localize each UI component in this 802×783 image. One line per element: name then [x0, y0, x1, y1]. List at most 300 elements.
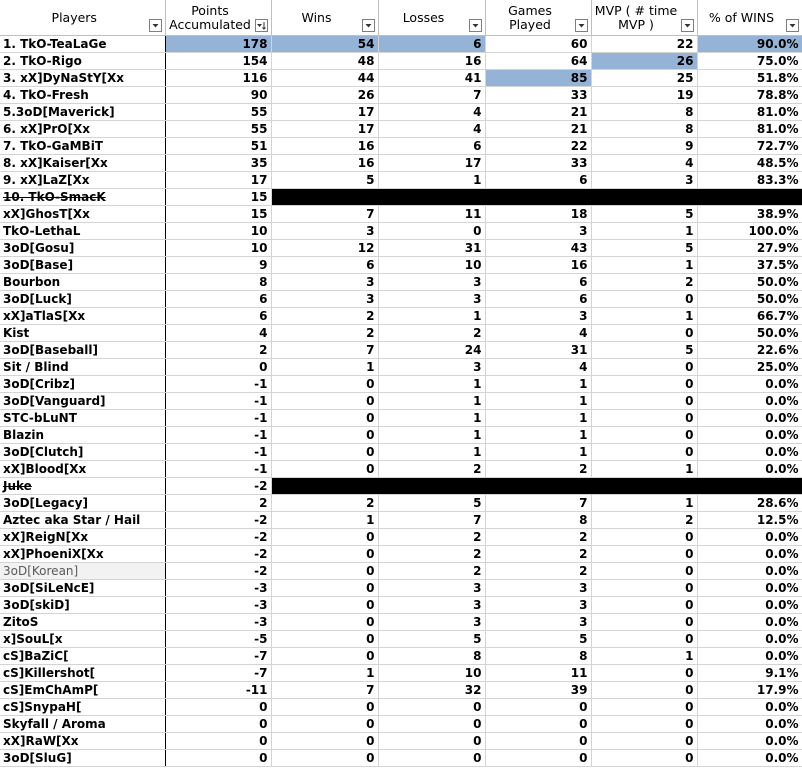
- mvp-cell[interactable]: 5: [591, 240, 697, 257]
- losses-cell[interactable]: 4: [378, 104, 485, 121]
- points-cell[interactable]: 154: [165, 53, 271, 70]
- win-percentage-cell[interactable]: 90.0%: [697, 36, 802, 53]
- player-name-cell[interactable]: 4. TkO-Fresh: [0, 87, 165, 104]
- win-percentage-cell[interactable]: 0.0%: [697, 750, 802, 767]
- player-name-cell[interactable]: 7. TkO-GaMBiT: [0, 138, 165, 155]
- player-name-cell[interactable]: x]SouL[x: [0, 631, 165, 648]
- mvp-cell[interactable]: 19: [591, 87, 697, 104]
- wins-cell[interactable]: 3: [271, 223, 378, 240]
- player-name-cell[interactable]: cS]Killershot[: [0, 665, 165, 682]
- losses-cell[interactable]: 1: [378, 410, 485, 427]
- games-played-cell[interactable]: 5: [485, 631, 591, 648]
- losses-cell[interactable]: 0: [378, 699, 485, 716]
- games-played-cell[interactable]: 21: [485, 121, 591, 138]
- blacked-out-cells[interactable]: [271, 189, 802, 206]
- mvp-cell[interactable]: 0: [591, 750, 697, 767]
- win-percentage-cell[interactable]: 0.0%: [697, 376, 802, 393]
- player-name-cell[interactable]: 3oD[Base]: [0, 257, 165, 274]
- points-cell[interactable]: 15: [165, 189, 271, 206]
- losses-cell[interactable]: 5: [378, 631, 485, 648]
- games-played-cell[interactable]: 16: [485, 257, 591, 274]
- filter-dropdown-icon[interactable]: [469, 19, 482, 32]
- losses-cell[interactable]: 10: [378, 257, 485, 274]
- points-cell[interactable]: -3: [165, 597, 271, 614]
- games-played-cell[interactable]: 11: [485, 665, 591, 682]
- losses-cell[interactable]: 0: [378, 223, 485, 240]
- mvp-cell[interactable]: 0: [591, 393, 697, 410]
- losses-cell[interactable]: 3: [378, 597, 485, 614]
- player-name-cell[interactable]: 8. xX]Kaiser[Xx: [0, 155, 165, 172]
- win-percentage-cell[interactable]: 22.6%: [697, 342, 802, 359]
- points-cell[interactable]: -1: [165, 444, 271, 461]
- points-cell[interactable]: 178: [165, 36, 271, 53]
- win-percentage-cell[interactable]: 0.0%: [697, 444, 802, 461]
- points-cell[interactable]: 51: [165, 138, 271, 155]
- mvp-cell[interactable]: 0: [591, 359, 697, 376]
- losses-cell[interactable]: 3: [378, 274, 485, 291]
- mvp-cell[interactable]: 0: [591, 597, 697, 614]
- games-played-cell[interactable]: 21: [485, 104, 591, 121]
- player-name-cell[interactable]: 2. TkO-Rigo: [0, 53, 165, 70]
- player-name-cell[interactable]: Skyfall / Aroma: [0, 716, 165, 733]
- mvp-cell[interactable]: 3: [591, 172, 697, 189]
- games-played-cell[interactable]: 6: [485, 291, 591, 308]
- wins-cell[interactable]: 1: [271, 512, 378, 529]
- losses-cell[interactable]: 2: [378, 529, 485, 546]
- win-percentage-cell[interactable]: 17.9%: [697, 682, 802, 699]
- losses-cell[interactable]: 41: [378, 70, 485, 87]
- mvp-cell[interactable]: 2: [591, 512, 697, 529]
- wins-cell[interactable]: 2: [271, 308, 378, 325]
- losses-cell[interactable]: 0: [378, 716, 485, 733]
- wins-cell[interactable]: 0: [271, 376, 378, 393]
- losses-cell[interactable]: 2: [378, 325, 485, 342]
- player-name-cell[interactable]: xX]Blood[Xx: [0, 461, 165, 478]
- column-header-losses[interactable]: [378, 0, 485, 36]
- games-played-cell[interactable]: 8: [485, 512, 591, 529]
- points-cell[interactable]: 17: [165, 172, 271, 189]
- player-name-cell[interactable]: ZitoS: [0, 614, 165, 631]
- wins-cell[interactable]: 0: [271, 733, 378, 750]
- win-percentage-cell[interactable]: 48.5%: [697, 155, 802, 172]
- column-header-wins[interactable]: [271, 0, 378, 36]
- wins-cell[interactable]: 48: [271, 53, 378, 70]
- win-percentage-cell[interactable]: 28.6%: [697, 495, 802, 512]
- games-played-cell[interactable]: 0: [485, 750, 591, 767]
- win-percentage-cell[interactable]: 51.8%: [697, 70, 802, 87]
- wins-cell[interactable]: 7: [271, 342, 378, 359]
- games-played-cell[interactable]: 1: [485, 427, 591, 444]
- points-cell[interactable]: -7: [165, 648, 271, 665]
- points-cell[interactable]: 0: [165, 359, 271, 376]
- wins-cell[interactable]: 0: [271, 580, 378, 597]
- points-cell[interactable]: -2: [165, 512, 271, 529]
- mvp-cell[interactable]: 0: [591, 427, 697, 444]
- points-cell[interactable]: -3: [165, 580, 271, 597]
- mvp-cell[interactable]: 0: [591, 529, 697, 546]
- mvp-cell[interactable]: 0: [591, 291, 697, 308]
- wins-cell[interactable]: 2: [271, 325, 378, 342]
- mvp-cell[interactable]: 1: [591, 223, 697, 240]
- points-cell[interactable]: 2: [165, 495, 271, 512]
- filter-dropdown-icon[interactable]: [681, 19, 694, 32]
- losses-cell[interactable]: 16: [378, 53, 485, 70]
- player-name-cell[interactable]: Blazin: [0, 427, 165, 444]
- win-percentage-cell[interactable]: 50.0%: [697, 325, 802, 342]
- wins-cell[interactable]: 44: [271, 70, 378, 87]
- points-cell[interactable]: 0: [165, 716, 271, 733]
- mvp-cell[interactable]: 0: [591, 631, 697, 648]
- player-name-cell[interactable]: xX]ReigN[Xx: [0, 529, 165, 546]
- points-cell[interactable]: 8: [165, 274, 271, 291]
- games-played-cell[interactable]: 4: [485, 359, 591, 376]
- win-percentage-cell[interactable]: 0.0%: [697, 631, 802, 648]
- mvp-cell[interactable]: 26: [591, 53, 697, 70]
- games-played-cell[interactable]: 3: [485, 223, 591, 240]
- losses-cell[interactable]: 10: [378, 665, 485, 682]
- losses-cell[interactable]: 1: [378, 444, 485, 461]
- mvp-cell[interactable]: 0: [591, 733, 697, 750]
- losses-cell[interactable]: 2: [378, 461, 485, 478]
- player-name-cell[interactable]: Juke: [0, 478, 165, 495]
- points-cell[interactable]: 0: [165, 750, 271, 767]
- losses-cell[interactable]: 3: [378, 291, 485, 308]
- player-name-cell[interactable]: cS]BaZiC[: [0, 648, 165, 665]
- wins-cell[interactable]: 3: [271, 274, 378, 291]
- points-cell[interactable]: -2: [165, 563, 271, 580]
- losses-cell[interactable]: 3: [378, 614, 485, 631]
- points-cell[interactable]: -2: [165, 546, 271, 563]
- wins-cell[interactable]: 7: [271, 206, 378, 223]
- games-played-cell[interactable]: 0: [485, 733, 591, 750]
- player-name-cell[interactable]: xX]RaW[Xx: [0, 733, 165, 750]
- games-played-cell[interactable]: 1: [485, 410, 591, 427]
- points-cell[interactable]: -3: [165, 614, 271, 631]
- mvp-cell[interactable]: 2: [591, 274, 697, 291]
- win-percentage-cell[interactable]: 0.0%: [697, 733, 802, 750]
- losses-cell[interactable]: 3: [378, 580, 485, 597]
- filter-dropdown-icon[interactable]: [786, 19, 799, 32]
- win-percentage-cell[interactable]: 0.0%: [697, 580, 802, 597]
- mvp-cell[interactable]: 0: [591, 563, 697, 580]
- wins-cell[interactable]: 2: [271, 495, 378, 512]
- player-name-cell[interactable]: Sit / Blind: [0, 359, 165, 376]
- wins-cell[interactable]: 0: [271, 648, 378, 665]
- games-played-cell[interactable]: 0: [485, 699, 591, 716]
- games-played-cell[interactable]: 1: [485, 393, 591, 410]
- player-name-cell[interactable]: 10. TkO-SmacK: [0, 189, 165, 206]
- wins-cell[interactable]: 0: [271, 393, 378, 410]
- column-header-points-accumulated[interactable]: [165, 0, 271, 36]
- losses-cell[interactable]: 1: [378, 427, 485, 444]
- player-name-cell[interactable]: xX]PhoeniX[Xx: [0, 546, 165, 563]
- player-name-cell[interactable]: 3oD[Korean]: [0, 563, 165, 580]
- mvp-cell[interactable]: 9: [591, 138, 697, 155]
- points-cell[interactable]: 0: [165, 733, 271, 750]
- win-percentage-cell[interactable]: 83.3%: [697, 172, 802, 189]
- games-played-cell[interactable]: 3: [485, 308, 591, 325]
- player-name-cell[interactable]: TkO-LethaL: [0, 223, 165, 240]
- losses-cell[interactable]: 8: [378, 648, 485, 665]
- mvp-cell[interactable]: 0: [591, 614, 697, 631]
- player-name-cell[interactable]: 1. TkO-TeaLaGe: [0, 36, 165, 53]
- player-name-cell[interactable]: 3oD[Clutch]: [0, 444, 165, 461]
- losses-cell[interactable]: 5: [378, 495, 485, 512]
- column-header-players[interactable]: [0, 0, 165, 36]
- column-header-mvp[interactable]: [591, 0, 697, 36]
- losses-cell[interactable]: 7: [378, 512, 485, 529]
- player-name-cell[interactable]: 9. xX]LaZ[Xx: [0, 172, 165, 189]
- mvp-cell[interactable]: 25: [591, 70, 697, 87]
- win-percentage-cell[interactable]: 72.7%: [697, 138, 802, 155]
- games-played-cell[interactable]: 85: [485, 70, 591, 87]
- win-percentage-cell[interactable]: 0.0%: [697, 546, 802, 563]
- games-played-cell[interactable]: 60: [485, 36, 591, 53]
- mvp-cell[interactable]: 8: [591, 104, 697, 121]
- losses-cell[interactable]: 1: [378, 393, 485, 410]
- mvp-cell[interactable]: 5: [591, 342, 697, 359]
- points-cell[interactable]: -2: [165, 478, 271, 495]
- wins-cell[interactable]: 0: [271, 614, 378, 631]
- player-name-cell[interactable]: cS]SnypaH[: [0, 699, 165, 716]
- games-played-cell[interactable]: 22: [485, 138, 591, 155]
- points-cell[interactable]: -5: [165, 631, 271, 648]
- mvp-cell[interactable]: 0: [591, 665, 697, 682]
- points-cell[interactable]: 4: [165, 325, 271, 342]
- games-played-cell[interactable]: 1: [485, 444, 591, 461]
- win-percentage-cell[interactable]: 78.8%: [697, 87, 802, 104]
- losses-cell[interactable]: 1: [378, 172, 485, 189]
- points-cell[interactable]: 15: [165, 206, 271, 223]
- filter-dropdown-icon[interactable]: [362, 19, 375, 32]
- win-percentage-cell[interactable]: 0.0%: [697, 716, 802, 733]
- wins-cell[interactable]: 0: [271, 529, 378, 546]
- win-percentage-cell[interactable]: 12.5%: [697, 512, 802, 529]
- win-percentage-cell[interactable]: 81.0%: [697, 104, 802, 121]
- points-cell[interactable]: 10: [165, 223, 271, 240]
- wins-cell[interactable]: 6: [271, 257, 378, 274]
- games-played-cell[interactable]: 3: [485, 614, 591, 631]
- wins-cell[interactable]: 0: [271, 716, 378, 733]
- games-played-cell[interactable]: 2: [485, 563, 591, 580]
- player-name-cell[interactable]: 3oD[Legacy]: [0, 495, 165, 512]
- losses-cell[interactable]: 4: [378, 121, 485, 138]
- column-header-games-played[interactable]: [485, 0, 591, 36]
- wins-cell[interactable]: 0: [271, 461, 378, 478]
- wins-cell[interactable]: 7: [271, 682, 378, 699]
- win-percentage-cell[interactable]: 66.7%: [697, 308, 802, 325]
- mvp-cell[interactable]: 1: [591, 495, 697, 512]
- games-played-cell[interactable]: 33: [485, 155, 591, 172]
- mvp-cell[interactable]: 1: [591, 257, 697, 274]
- win-percentage-cell[interactable]: 50.0%: [697, 291, 802, 308]
- win-percentage-cell[interactable]: 0.0%: [697, 461, 802, 478]
- mvp-cell[interactable]: 0: [591, 546, 697, 563]
- wins-cell[interactable]: 5: [271, 172, 378, 189]
- player-name-cell[interactable]: 3oD[Vanguard]: [0, 393, 165, 410]
- mvp-cell[interactable]: 0: [591, 716, 697, 733]
- player-name-cell[interactable]: Bourbon: [0, 274, 165, 291]
- player-name-cell[interactable]: 3. xX]DyNaStY[Xx: [0, 70, 165, 87]
- losses-cell[interactable]: 7: [378, 87, 485, 104]
- losses-cell[interactable]: 1: [378, 308, 485, 325]
- mvp-cell[interactable]: 0: [591, 682, 697, 699]
- player-name-cell[interactable]: Aztec aka Star / Hail: [0, 512, 165, 529]
- filter-dropdown-icon[interactable]: [149, 19, 162, 32]
- games-played-cell[interactable]: 43: [485, 240, 591, 257]
- losses-cell[interactable]: 0: [378, 750, 485, 767]
- win-percentage-cell[interactable]: 9.1%: [697, 665, 802, 682]
- player-name-cell[interactable]: xX]GhosT[Xx: [0, 206, 165, 223]
- games-played-cell[interactable]: 2: [485, 529, 591, 546]
- wins-cell[interactable]: 12: [271, 240, 378, 257]
- wins-cell[interactable]: 0: [271, 444, 378, 461]
- player-name-cell[interactable]: 3oD[Cribz]: [0, 376, 165, 393]
- win-percentage-cell[interactable]: 0.0%: [697, 614, 802, 631]
- win-percentage-cell[interactable]: 25.0%: [697, 359, 802, 376]
- points-cell[interactable]: -11: [165, 682, 271, 699]
- points-cell[interactable]: -1: [165, 393, 271, 410]
- wins-cell[interactable]: 16: [271, 138, 378, 155]
- mvp-cell[interactable]: 8: [591, 121, 697, 138]
- wins-cell[interactable]: 16: [271, 155, 378, 172]
- win-percentage-cell[interactable]: 0.0%: [697, 393, 802, 410]
- games-played-cell[interactable]: 0: [485, 716, 591, 733]
- games-played-cell[interactable]: 3: [485, 597, 591, 614]
- wins-cell[interactable]: 0: [271, 699, 378, 716]
- wins-cell[interactable]: 1: [271, 665, 378, 682]
- mvp-cell[interactable]: 0: [591, 376, 697, 393]
- mvp-cell[interactable]: 0: [591, 699, 697, 716]
- games-played-cell[interactable]: 2: [485, 546, 591, 563]
- win-percentage-cell[interactable]: 0.0%: [697, 427, 802, 444]
- mvp-cell[interactable]: 0: [591, 325, 697, 342]
- mvp-cell[interactable]: 0: [591, 410, 697, 427]
- player-name-cell[interactable]: STC-bLuNT: [0, 410, 165, 427]
- points-cell[interactable]: -1: [165, 410, 271, 427]
- win-percentage-cell[interactable]: 38.9%: [697, 206, 802, 223]
- wins-cell[interactable]: 0: [271, 546, 378, 563]
- filter-dropdown-icon[interactable]: [575, 19, 588, 32]
- losses-cell[interactable]: 11: [378, 206, 485, 223]
- losses-cell[interactable]: 32: [378, 682, 485, 699]
- losses-cell[interactable]: 17: [378, 155, 485, 172]
- points-cell[interactable]: -7: [165, 665, 271, 682]
- games-played-cell[interactable]: 6: [485, 274, 591, 291]
- mvp-cell[interactable]: 22: [591, 36, 697, 53]
- games-played-cell[interactable]: 6: [485, 172, 591, 189]
- games-played-cell[interactable]: 8: [485, 648, 591, 665]
- mvp-cell[interactable]: 1: [591, 648, 697, 665]
- losses-cell[interactable]: 0: [378, 733, 485, 750]
- games-played-cell[interactable]: 39: [485, 682, 591, 699]
- points-cell[interactable]: -1: [165, 461, 271, 478]
- points-cell[interactable]: -2: [165, 529, 271, 546]
- points-cell[interactable]: 6: [165, 308, 271, 325]
- column-header-win-percentage[interactable]: [697, 0, 802, 36]
- player-name-cell[interactable]: Kist: [0, 325, 165, 342]
- win-percentage-cell[interactable]: 0.0%: [697, 699, 802, 716]
- win-percentage-cell[interactable]: 27.9%: [697, 240, 802, 257]
- wins-cell[interactable]: 1: [271, 359, 378, 376]
- win-percentage-cell[interactable]: 0.0%: [697, 648, 802, 665]
- player-name-cell[interactable]: 3oD[SiLeNcE]: [0, 580, 165, 597]
- player-name-cell[interactable]: 5.3oD[Maverick]: [0, 104, 165, 121]
- points-cell[interactable]: 55: [165, 104, 271, 121]
- points-cell[interactable]: 6: [165, 291, 271, 308]
- win-percentage-cell[interactable]: 81.0%: [697, 121, 802, 138]
- wins-cell[interactable]: 0: [271, 750, 378, 767]
- games-played-cell[interactable]: 7: [485, 495, 591, 512]
- losses-cell[interactable]: 6: [378, 138, 485, 155]
- win-percentage-cell[interactable]: 50.0%: [697, 274, 802, 291]
- wins-cell[interactable]: 26: [271, 87, 378, 104]
- win-percentage-cell[interactable]: 0.0%: [697, 563, 802, 580]
- points-cell[interactable]: -1: [165, 376, 271, 393]
- mvp-cell[interactable]: 0: [591, 444, 697, 461]
- player-name-cell[interactable]: 3oD[Gosu]: [0, 240, 165, 257]
- win-percentage-cell[interactable]: 100.0%: [697, 223, 802, 240]
- player-name-cell[interactable]: 3oD[Luck]: [0, 291, 165, 308]
- points-cell[interactable]: 90: [165, 87, 271, 104]
- points-cell[interactable]: 116: [165, 70, 271, 87]
- losses-cell[interactable]: 1: [378, 376, 485, 393]
- losses-cell[interactable]: 2: [378, 563, 485, 580]
- wins-cell[interactable]: 17: [271, 121, 378, 138]
- wins-cell[interactable]: 0: [271, 427, 378, 444]
- losses-cell[interactable]: 2: [378, 546, 485, 563]
- games-played-cell[interactable]: 4: [485, 325, 591, 342]
- points-cell[interactable]: 0: [165, 699, 271, 716]
- games-played-cell[interactable]: 31: [485, 342, 591, 359]
- mvp-cell[interactable]: 4: [591, 155, 697, 172]
- win-percentage-cell[interactable]: 37.5%: [697, 257, 802, 274]
- wins-cell[interactable]: 0: [271, 410, 378, 427]
- wins-cell[interactable]: 0: [271, 631, 378, 648]
- wins-cell[interactable]: 54: [271, 36, 378, 53]
- losses-cell[interactable]: 31: [378, 240, 485, 257]
- games-played-cell[interactable]: 2: [485, 461, 591, 478]
- mvp-cell[interactable]: 1: [591, 461, 697, 478]
- points-cell[interactable]: 10: [165, 240, 271, 257]
- sort-descending-filter-icon[interactable]: [255, 19, 268, 32]
- games-played-cell[interactable]: 18: [485, 206, 591, 223]
- games-played-cell[interactable]: 33: [485, 87, 591, 104]
- games-played-cell[interactable]: 1: [485, 376, 591, 393]
- points-cell[interactable]: 2: [165, 342, 271, 359]
- games-played-cell[interactable]: 64: [485, 53, 591, 70]
- wins-cell[interactable]: 3: [271, 291, 378, 308]
- losses-cell[interactable]: 3: [378, 359, 485, 376]
- player-name-cell[interactable]: xX]aTlaS[Xx: [0, 308, 165, 325]
- wins-cell[interactable]: 0: [271, 597, 378, 614]
- losses-cell[interactable]: 6: [378, 36, 485, 53]
- wins-cell[interactable]: 17: [271, 104, 378, 121]
- player-name-cell[interactable]: 3oD[Baseball]: [0, 342, 165, 359]
- wins-cell[interactable]: 0: [271, 563, 378, 580]
- player-name-cell[interactable]: cS]EmChAmP[: [0, 682, 165, 699]
- points-cell[interactable]: 9: [165, 257, 271, 274]
- losses-cell[interactable]: 24: [378, 342, 485, 359]
- points-cell[interactable]: -1: [165, 427, 271, 444]
- player-name-cell[interactable]: 3oD[SluG]: [0, 750, 165, 767]
- blacked-out-cells[interactable]: [271, 478, 802, 495]
- win-percentage-cell[interactable]: 75.0%: [697, 53, 802, 70]
- mvp-cell[interactable]: 0: [591, 580, 697, 597]
- mvp-cell[interactable]: 1: [591, 308, 697, 325]
- games-played-cell[interactable]: 3: [485, 580, 591, 597]
- win-percentage-cell[interactable]: 0.0%: [697, 529, 802, 546]
